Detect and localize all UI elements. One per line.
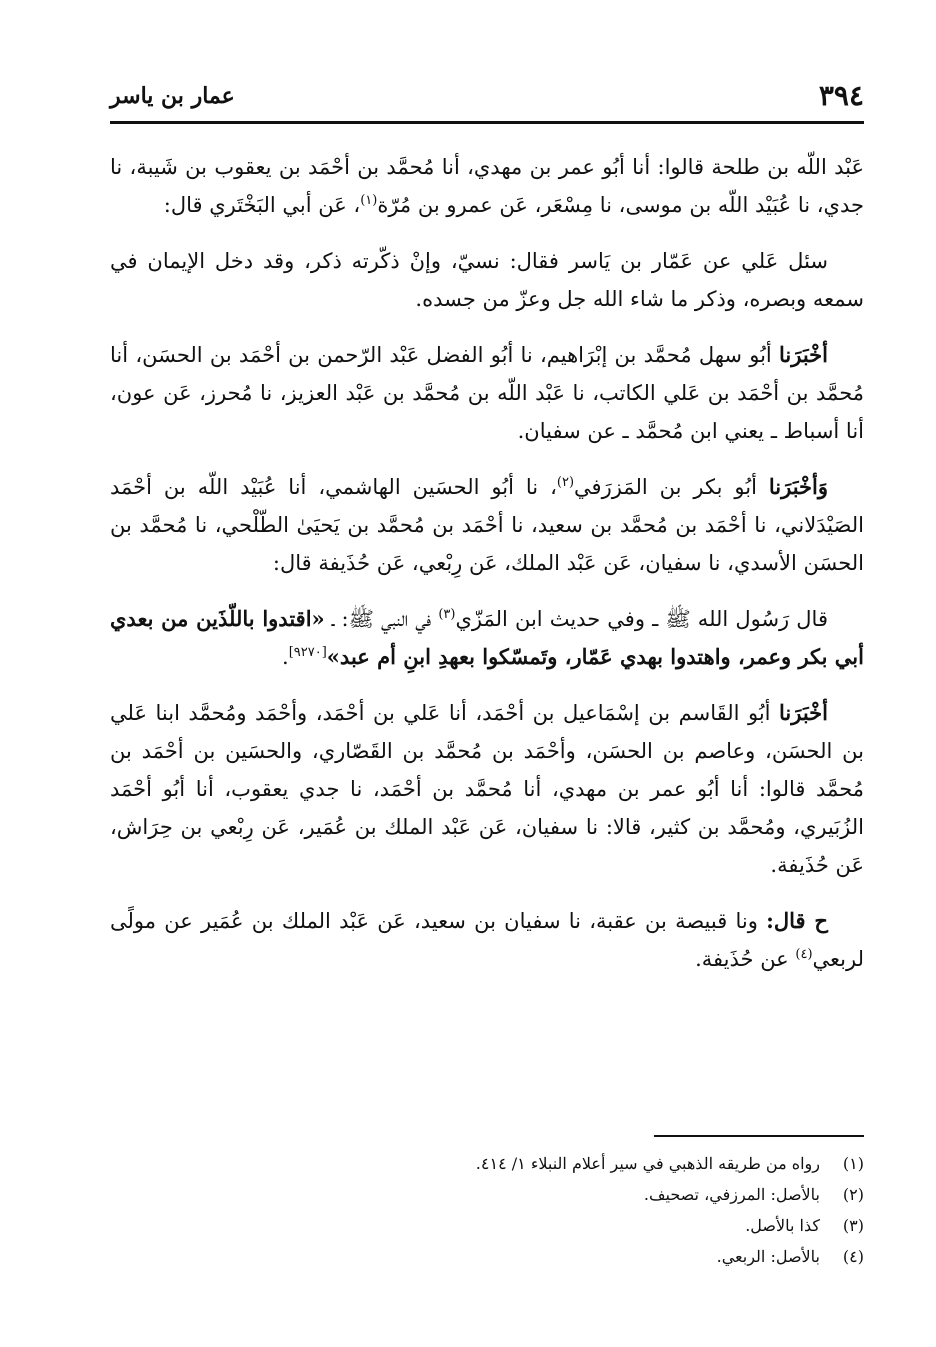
text-run: عن حُذَيفة. [695,947,796,971]
hadith-text: «اقتدوا باللّذَين من بعدي أبي بكر وعمر، واهتدوا بهدي عَمّار، وتَمسّكوا بعهدِ ابنِ أم عبد» [110,606,864,669]
page-header [110,78,864,114]
text-paragraph [110,148,864,224]
footnote-item [110,1179,864,1210]
text-paragraph [110,694,864,884]
narration-lead: ح قال: [766,908,828,933]
footnote-number: (٢) [842,1185,864,1204]
footnote-item [110,1210,864,1241]
text-run: عَبْد اللّه بن طلحة قالوا: أنا أبُو عمر بن مهدي، أنا مُحمَّد بن أحْمَد بن يعقوب بن شَيبة، نا جدي، نا عُبَيْد اللّه بن موسى، نا مِسْعَر، عَن عمرو بن مُرّة [110,155,864,217]
text-paragraph [110,902,864,978]
text-paragraph [110,600,864,676]
narration-lead: أخْبَرَنا [779,700,828,725]
footnote-item [110,1148,864,1179]
text-run: سئل عَلي عن عَمّار بن يَاسر فقال: نسيّ، وإنْ ذكّرته ذكر، وقد دخل الإيمان في سمعه وبصره، وذكر ما شاء الله جل وعزّ من جسده. [110,249,864,311]
text-run: أبُو القَاسم بن إسْمَاعيل بن أحْمَد، أنا عَلي بن أحْمَد، وأحْمَد ومُحمَّد ابنا عَلي بن الحسَن، وعاصم بن الحسَن، وأحْمَد بن مُحمَّد بن القَصّاري، والحسَين بن أحْمَد بن مُحمَّد قالوا: أنا أبُو عمر بن مهدي، أنا مُحمَّد بن أحْمَد، نا جدي يعقوب، أنا أبُو أحْمَد الزُبَيري، ومُحمَّد بن كثير، قالا: نا سفيان، عَن عَبْد الملك بن عُمَير، عَن رِبْعي بن حِرَاش، عَن حُذَيفة. [110,701,864,877]
footnote-reference: (٢) [556,475,575,490]
text-run: ونا قبيصة بن عقبة، نا سفيان بن سعيد، عَن عَبْد الملك بن عُمَير عن مولًى لربعي [110,909,864,971]
footnotes [110,1148,864,1272]
footnote-number: (٤) [842,1247,864,1266]
text-run: ، عَن أبي البَخْتَري قال: [163,193,361,217]
footnote-reference: (١) [360,193,378,208]
footnote-reference: (٤) [795,947,813,962]
running-title: عمار بن ياسر [110,83,235,109]
text-run: قال رَسُول الله ﷺ ـ وفي حديث ابن المَزّي [455,607,828,631]
page-number: ٣٩٤ [818,79,864,112]
footnote-reference: (٣) [438,607,456,622]
narration-lead: أخْبَرَنا [779,342,828,367]
text-run: في النبي ﷺ: ـ [324,607,439,631]
footnote-reference: [٩٢٧٠] [288,645,327,660]
text-run: أبُو سهل مُحمَّد بن إبْرَاهيم، نا أبُو الفضل عَبْد الرّحمن بن أحْمَد بن الحسَن، أنا مُحمَّد بن أحْمَد بن عَلي الكاتب، نا عَبْد اللّه بن مُحمَّد بن عَبْد العزيز، نا مُحرز، عَن عون، أنا أسباط ـ يعني ابن مُحمَّد ـ عن سفيان. [110,343,864,443]
text-run: أبُو بكر بن المَزرَفي [574,475,769,499]
footnote-item [110,1241,864,1272]
header-rule [110,121,864,124]
narration-lead: وَأخْبَرَنا [768,474,829,499]
footnote-rule [654,1135,864,1137]
footnote-number: (٣) [842,1216,864,1235]
text-paragraph [110,336,864,450]
text-paragraph [110,242,864,318]
text-run: . [282,645,289,669]
footnote-text: بالأصل: الربعي. [716,1247,820,1266]
footnote-number: (١) [842,1154,864,1173]
text-paragraph [110,468,864,582]
footnote-text: رواه من طريقه الذهبي في سير أعلام النبلاء ١/ ٤١٤. [475,1154,820,1173]
footnote-text: بالأصل: المرزفي، تصحيف. [643,1185,820,1204]
text-run: ، نا أبُو الحسَين الهاشمي، أنا عُبَيْد اللّه بن أحْمَد الصَيْدَلاني، نا أحْمَد بن مُحمَّد بن سعيد، نا أحْمَد بن مُحمَّد بن يَحيَىٰ الطّلْحي، نا مُحمَّد بن الحسَن الأسدي، نا سفيان، عَن عَبْد الملك، عَن رِبْعي، عَن حُذَيفة قال: [110,475,864,575]
footnote-text: كذا بالأصل. [745,1216,820,1235]
main-text [110,148,864,996]
